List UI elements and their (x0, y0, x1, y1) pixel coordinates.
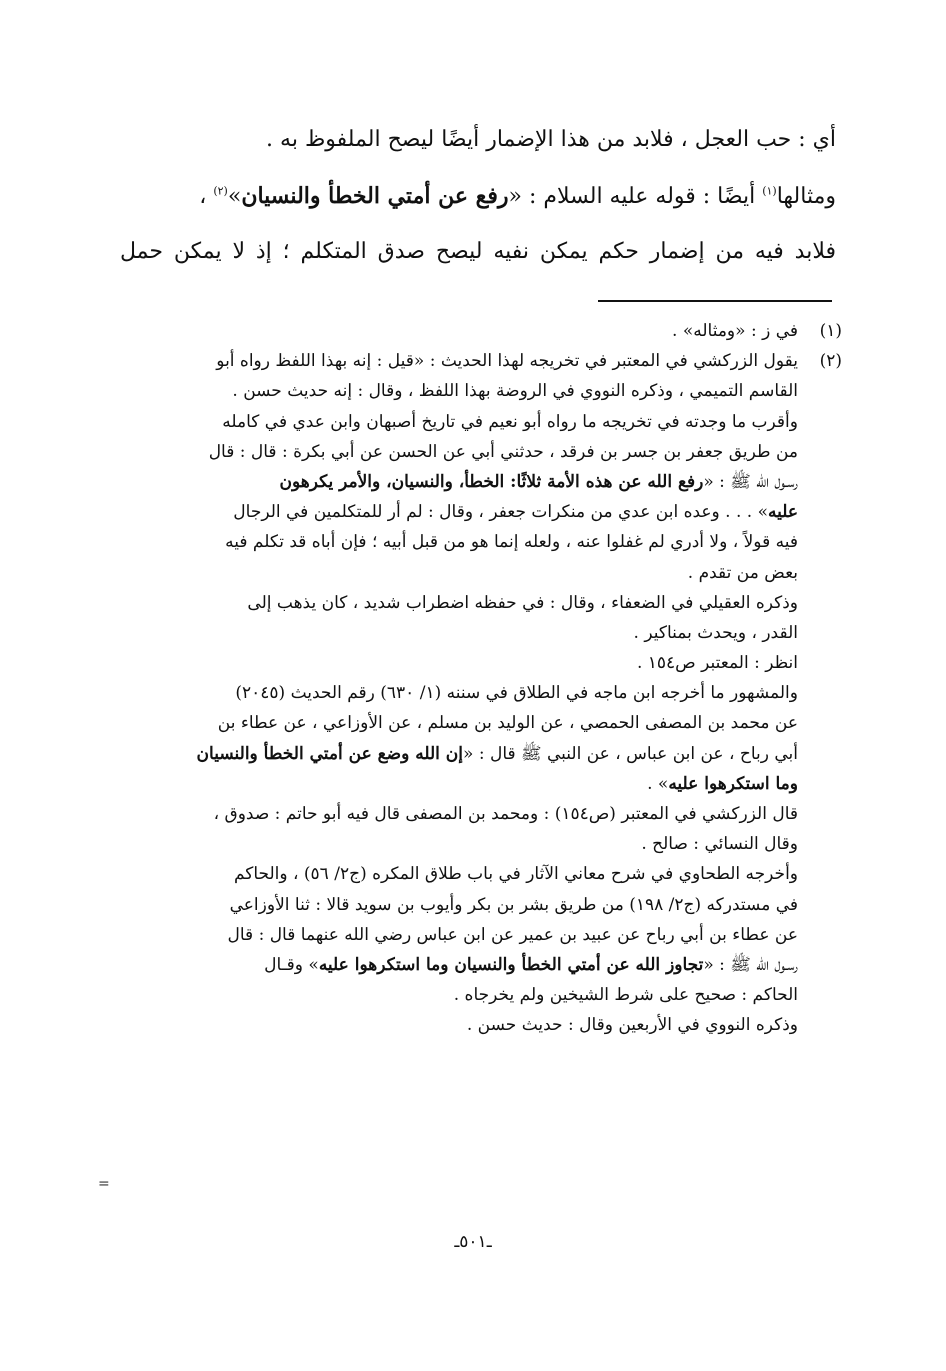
footnote-ref-1: (١) (762, 184, 777, 198)
footnote-2-line: بعض من تقدم . (687, 562, 798, 583)
page-number: ـ٥٠١ـ (454, 1232, 492, 1252)
footnote-2-line: في مستدركه (ج٢/ ١٩٨) من طريق بشر بن بكر وأيوب بن سويد قالا : ثنا الأوزاعي (229, 894, 798, 915)
footnote-2-line: عن عطاء بن أبي رباح عن عبيد بن عمير عن ابن عباس رضي الله عنهما قال : قال (227, 924, 798, 945)
footnote-2-line: الحاكم : صحيح على شرط الشيخين ولم يخرجاه . (453, 985, 798, 1006)
hadith-quote: تجاوز الله عن أمتي الخطأ والنسيان وما استكرهوا عليه (318, 954, 704, 975)
footnote-1: (١)في ز : «ومثاله» . (120, 316, 842, 346)
footnote-2-line: من طريق جعفر بن جسر بن فرقد ، حدثني أبي عن الحسن عن أبي بكرة : قال : قال (208, 441, 798, 462)
footnote-2-line: عن محمد بن المصفى الحمصي ، عن الوليد بن مسلم ، عن الأوزاعي ، عن عطاء بن (217, 713, 798, 734)
footnote-2-line: رسـول الله ﷺ : «تجاوز الله عن أمتي الخطأ والنسيان وما استكرهوا عليه» وقـال (264, 954, 798, 975)
footnote-2-line: وأقرب ما وجدته في تخريجه ما رواه أبو نعيم في تاريخ أصبهان وابن عدي في كامله (222, 411, 798, 432)
main-line-1: أي : حب العجل ، فلابد من هذا الإضمار أيضًا ليصح الملفوظ به . (266, 127, 836, 152)
footnote-2-line: وقال النسائي : صالح . (641, 834, 798, 855)
footnote-number: (١) (819, 321, 842, 341)
hadith-quote: وما استكرهوا عليه (668, 773, 798, 794)
hadith-quote: عليه (767, 502, 798, 523)
footnote-2-line: وما استكرهوا عليه» . (647, 773, 798, 794)
footnote-2-line: القدر ، ويحدث بمناكير . (633, 622, 798, 643)
main-text (120, 112, 836, 280)
footnote-2-line: (٢)يقول الزركشي في المعتبر في تخريجه لهذا الحديث : «قيل : إنه بهذا اللفظ رواه أبو (120, 346, 842, 376)
footnotes (120, 316, 842, 1041)
footnote-2-line: عليه» . . . وعده ابن عدي من منكرات جعفر ، وقال : لم أر للمتكلمين في الرجال (233, 502, 798, 523)
footnote-2-line: قال الزركشي في المعتبر (ص١٥٤) : ومحمد بن المصفى قال فيه أبو حاتم : صدوق ، (213, 804, 798, 824)
hadith-quote: رفع عن أمتي الخطأ والنسيان (241, 183, 509, 209)
main-line-3: فلابد فيه من إضمار حكم يمكن نفيه ليصح صدق المتكلم ؛ إذ لا يمكن حمل (120, 239, 836, 264)
footnote-2-line: وذكره النووي في الأربعين وقال : حديث حسن . (466, 1015, 798, 1036)
footnote-2-line: القاسم التميمي ، وذكره النووي في الروضة بهذا اللفظ ، وقال : إنه حديث حسن . (232, 381, 798, 402)
footnote-2-line: وأخرجه الطحاوي في شرح معاني الآثار في باب طلاق المكره (ج٢/ ٥٦) ، والحاكم (233, 864, 798, 885)
hadith-quote: رفع الله عن هذه الأمة ثلاثًا: الخطأ، والنسيان، والأمر يكرهون (279, 471, 704, 492)
hadith-quote: إن الله وضع عن أمتي الخطأ والنسيان (196, 743, 464, 764)
footnote-2-line: وذكره العقيلي في الضعفاء ، وقال : في حفظه اضطراب شديد ، كان يذهب إلى (247, 592, 798, 613)
main-line-2: ومثالها$^{(١)}$ أيضًا : قوله عليه السلام : «رفع عن أمتي الخطأ والنسيان»$^{(٢)}$ ، (199, 183, 836, 209)
footnote-2-line: والمشهور ما أخرجه ابن ماجه في الطلاق في سننه (١/ ٦٣٠) رقم الحديث (٢٠٤٥) (235, 683, 798, 704)
footnote-2-line: أبي رباح ، عن ابن عباس ، عن النبي ﷺ قال : «إن الله وضع عن أمتي الخطأ والنسيان (196, 743, 798, 764)
margin-mark: = (98, 1176, 110, 1192)
footnote-2-line: رسـول الله ﷺ : «رفع الله عن هذه الأمة ثلاثًا: الخطأ، والنسيان، والأمر يكرهون (279, 471, 798, 492)
footnote-number: (٢) (819, 351, 842, 372)
footnote-2-line: انظر : المعتبر ص١٥٤ . (636, 653, 798, 674)
footnote-separator (598, 300, 832, 302)
footnote-2-line: فيه قولاً ، ولا أدري لم غفلوا عنه ، ولعله إنما هو من قبل أبيه ؛ فإن أباه قد تكلم فيه (225, 532, 798, 553)
footnote-ref-2: (٢) (213, 184, 228, 198)
